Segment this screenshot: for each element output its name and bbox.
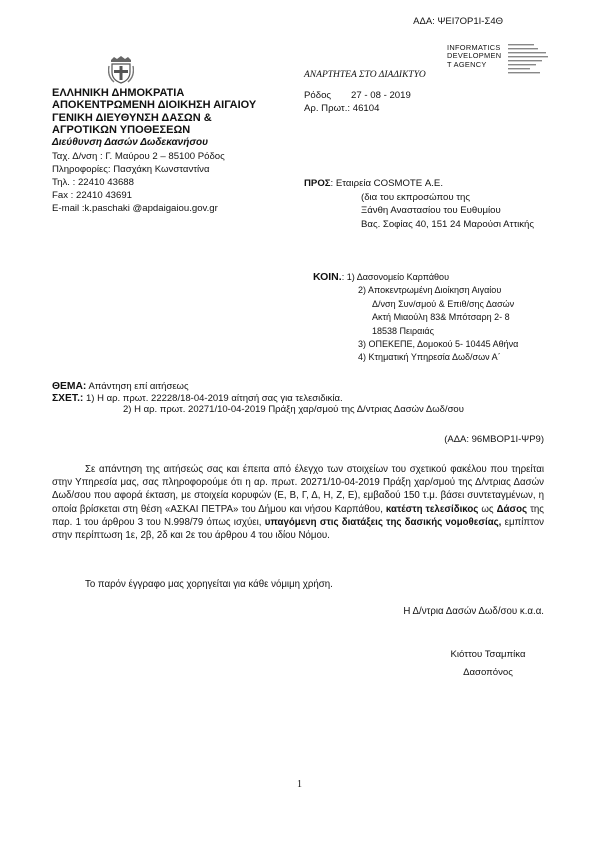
issuer-header: [52, 87, 256, 149]
informatics-fineprint: [508, 44, 553, 78]
recipient-line: (δια του εκπροσώπου της: [361, 191, 471, 203]
signature-title: Η Δ/ντρια Δασών Δωδ/σου κ.α.α.: [403, 606, 544, 617]
subject-label: ΘΕΜΑ:: [52, 381, 87, 392]
recipient-line: : Εταιρεία COSMOTE Α.Ε.: [330, 178, 443, 189]
body-text: ως: [481, 503, 494, 515]
sender-phone: Τηλ. : 22410 43688: [52, 177, 134, 188]
sender-contact: [52, 150, 225, 215]
recipient-label: ΠΡΟΣ: [304, 178, 331, 189]
informatics-logo: [447, 44, 501, 69]
body-paragraph: [52, 463, 544, 542]
sender-email: E-mail :k.paschaki @apdaigaiou.gov.gr: [52, 203, 218, 214]
header-line: ΑΠΟΚΕΝΤΡΩΜΕΝΗ ΔΙΟΙΚΗΣΗ ΑΙΓΑΙΟΥ: [52, 99, 257, 112]
header-line: ΑΓΡΟΤΙΚΩΝ ΥΠΟΘΕΣΕΩΝ: [52, 124, 191, 137]
cc-item: : 1) Δασονομείο Καρπάθου: [341, 272, 449, 282]
protocol-label: Αρ. Πρωτ.:: [304, 103, 351, 114]
informatics-line: T AGENCY: [447, 59, 487, 69]
header-line: ΓΕΝΙΚΗ ΔΙΕΥΘΥΝΣΗ ΔΑΣΩΝ &: [52, 111, 212, 124]
subject-text: Απάντηση επί αιτήσεως: [88, 381, 189, 392]
body-emphasis: υπαγόμενη στις διατάξεις της δασικής νομοθεσίας,: [264, 516, 502, 528]
cc-block: [313, 271, 518, 365]
body-text: Σε απάντηση της αιτήσεώς σας και έπειτα από έλεγχο των στοιχείων του σχετικού φακέλου που τηρείται στην Υπηρεσία μας, σας πληροφορούμε ότι η αρ. πρωτ. 20271/10-04-2019 Πράξη χαρ/σμού της Δ/ντριας Δασών Δωδ/σου που αφορά έκταση, με στοιχεία κορυφών (Ε, Β, Γ, Δ, Η, Ζ, Ε), εμβαδού 150 τ.μ. βάσει συντεταγμένων, η οποία βρίσκεται στη θέση «ΑΣΚΑΙ ΠΕΤΡΑ» του Δήμου και νήσου Καρπάθου,: [52, 464, 544, 515]
cc-item: 2) Αποκεντρωμένη Διοίκηση Αιγαίου: [358, 285, 502, 296]
date: 27 - 08 - 2019: [351, 90, 411, 101]
refs-label: ΣΧΕΤ.:: [52, 392, 84, 404]
sender-fax: Fax : 22410 43691: [52, 190, 133, 201]
directorate: Διεύθυνση Δασών Δωδεκανήσου: [52, 136, 209, 148]
sender-info: Πληροφορίες: Πασχάκη Κωνσταντίνα: [52, 164, 210, 175]
cc-item: 4) Κτηματική Υπηρεσία Δωδ/σων Α΄: [358, 352, 501, 363]
cc-item: 3) ΟΠΕΚΕΠΕ, Δομοκού 5- 10445 Αθήνα: [358, 339, 519, 350]
ref-1: 1) Η αρ. πρωτ. 22228/18-04-2019 αίτησή σας για τελεσιδικία.: [86, 392, 343, 404]
page-number: 1: [297, 779, 302, 790]
recipient-line: Ξάνθη Αναστασίου του Ευθυμίου: [361, 205, 501, 216]
ref-2: 2) Η αρ. πρωτ. 20271/10-04-2019 Πράξη χαρ/σμού της Δ/ντριας Δασών Δωδ/σου: [123, 404, 464, 415]
informatics-line: DEVELOPMEN: [447, 51, 502, 61]
greek-emblem-icon: [108, 54, 134, 84]
ref-2-ada: (ΑΔΑ: 96ΜΒΟΡ1Ι-ΨΡ9): [444, 434, 544, 445]
recipient-block: [304, 177, 534, 231]
subject-block: [52, 381, 464, 416]
body-text: εμπίπτον στην περίπτωση 1ε, 2β, 2δ και 2ε του άρθρου 4 του ιδίου Νόμου.: [52, 516, 544, 542]
body-emphasis: Δάσος: [496, 503, 528, 515]
upload-note: ΑΝΑΡΤΗΤΕΑ ΣΤΟ ΔΙΑΔΙΚΤΥΟ: [304, 70, 426, 80]
protocol-number: 46104: [352, 103, 380, 114]
date-block: [304, 89, 411, 115]
body-text: της παρ. 1 του άρθρου 3 του Ν.998/79 όπως ισχύει,: [52, 503, 544, 528]
ada-code: ΑΔΑ: ΨΕΙ7ΟΡ1Ι-Σ4Θ: [413, 16, 503, 27]
cc-label: ΚΟΙΝ.: [313, 271, 342, 283]
cc-item: 18538 Πειραιάς: [372, 325, 434, 336]
closing-paragraph: Το παρόν έγγραφο μας χορηγείται για κάθε νόμιμη χρήση.: [85, 579, 333, 590]
cc-item: Ακτή Μιαούλη 83& Μπότσαρη 2- 8: [372, 312, 510, 323]
signature-block: [438, 646, 538, 682]
signatory-name: Κιόττου Τσαμπίκα: [450, 649, 526, 660]
cc-item: Δ/νση Συν/σμού & Επιθ/σης Δασών: [372, 298, 515, 309]
place: Ρόδος: [304, 90, 332, 101]
header-line: ΕΛΛΗΝΙΚΗ ΔΗΜΟΚΡΑΤΙΑ: [52, 87, 185, 99]
body-emphasis: κατέστη τελεσίδικος: [385, 503, 479, 515]
informatics-line: INFORMATICS: [447, 43, 501, 52]
sender-address: Ταχ. Δ/νση : Γ. Μαύρου 2 – 85100 Ρόδος: [52, 151, 225, 162]
signatory-role: Δασοπόνος: [463, 667, 513, 678]
recipient-line: Βας. Σοφίας 40, 151 24 Μαρούσι Αττικής: [361, 218, 534, 230]
